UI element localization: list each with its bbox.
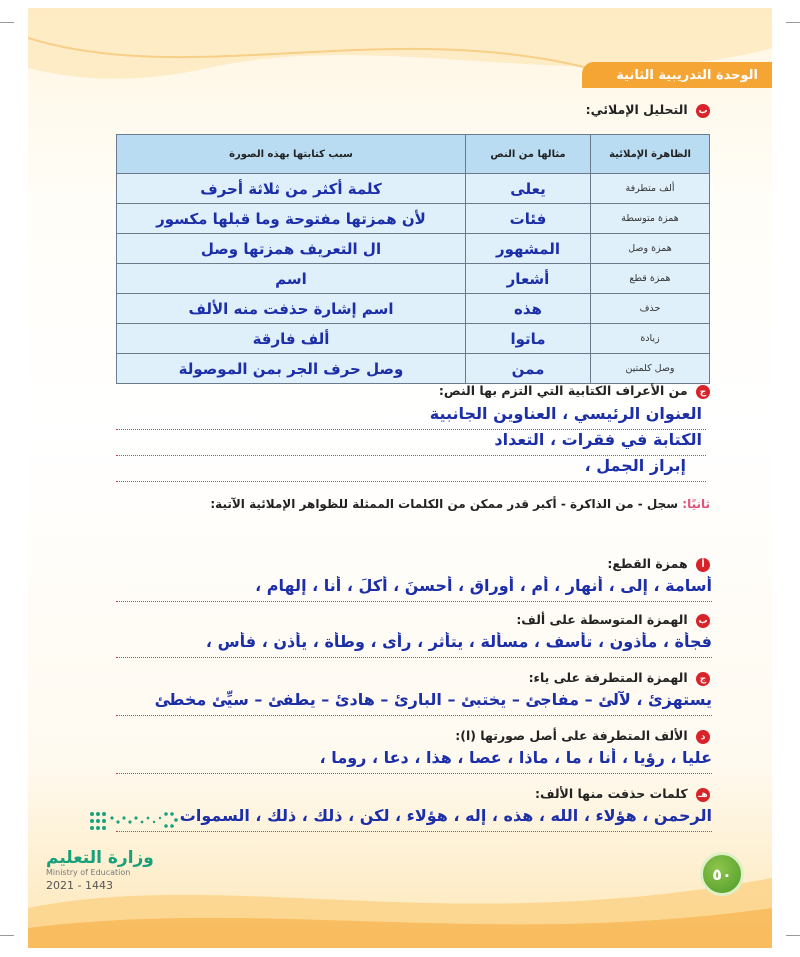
answer-line: عليا ، رؤيا ، أنا ، ما ، ماذا ، عصا ، هذا ، دعا ، روما ، xyxy=(116,748,712,774)
reason-cell: كلمة أكثر من ثلاثة أحرف xyxy=(117,174,466,204)
section-c-title: من الأعراف الكتابية التي التزم بها النص: xyxy=(438,383,688,398)
item-marker: أ xyxy=(696,558,710,572)
section-c-heading xyxy=(439,383,710,399)
table-row xyxy=(117,234,710,264)
item-title: الهمزة المتطرفة على ياء: xyxy=(528,670,688,685)
reason-cell: اسم إشارة حذفت منه الألف xyxy=(117,294,466,324)
unit-banner: الوحدة التدريبية الثانية xyxy=(582,62,772,88)
answer-line: فجأة ، مأذون ، تأسف ، مسألة ، يتأثر ، رأى ، وطأة ، يأذن ، فأس ، xyxy=(116,632,712,658)
table-header: الظاهرة الإملائية xyxy=(591,135,710,174)
example-cell: يعلى xyxy=(466,174,591,204)
section-a-heading xyxy=(586,102,710,118)
item-heading xyxy=(535,786,710,802)
answer-line: يستهزئ ، لآلئ – مفاجئ – يختبئ – البارئ – هادئ – يطفئ – سيِّئ مخطئ xyxy=(116,690,712,716)
item-heading xyxy=(516,612,710,628)
phenomenon-cell: همزة متوسطة xyxy=(591,204,710,234)
section-two-text: سجل - من الذاكرة - أكبر قدر ممكن من الكلمات الممثلة للظواهر الإملائية الآتية: xyxy=(210,497,679,511)
section-marker: ب xyxy=(696,104,710,118)
table-row xyxy=(117,264,710,294)
section-a-title: التحليل الإملائي: xyxy=(585,102,688,117)
item-title: كلمات حذفت منها الألف: xyxy=(534,786,688,801)
example-cell: هذه xyxy=(466,294,591,324)
ministry-name-en: Ministry of Education xyxy=(46,868,131,877)
item-title: الألف المتطرفة على أصل صورتها (ا): xyxy=(455,728,688,743)
section-two-lead: ثانيًا: xyxy=(682,497,710,511)
edition-year: 2021 - 1443 xyxy=(46,879,113,892)
ministry-logo-icon xyxy=(88,808,180,834)
table-row xyxy=(117,324,710,354)
section-marker: ج xyxy=(696,385,710,399)
example-cell: أشعار xyxy=(466,264,591,294)
table-row xyxy=(117,204,710,234)
item-marker: ج xyxy=(696,672,710,686)
table-row xyxy=(117,294,710,324)
table-row xyxy=(117,174,710,204)
phenomenon-cell: همزة وصل xyxy=(591,234,710,264)
table-header-row xyxy=(117,135,710,174)
table-header: مثالها من النص xyxy=(466,135,591,174)
ministry-name-ar: وزارة التعليم xyxy=(46,848,154,868)
answer-line: الرحمن ، هؤلاء ، الله ، هذه ، إله ، هؤلاء ، لكن ، ذلك ، ذلك ، السموات xyxy=(116,806,712,832)
item-title: همزة القطع: xyxy=(607,556,688,571)
section-two-instruction xyxy=(210,497,710,511)
table-row xyxy=(117,354,710,384)
table-header: سبب كتابتها بهذه الصورة xyxy=(117,135,466,174)
phenomenon-cell: حذف xyxy=(591,294,710,324)
example-cell: ممن xyxy=(466,354,591,384)
item-marker: ب xyxy=(696,614,710,628)
reason-cell: اسم xyxy=(117,264,466,294)
item-title: الهمزة المتوسطة على ألف: xyxy=(516,612,688,627)
reason-cell: وصل حرف الجر بمن الموصولة xyxy=(117,354,466,384)
answer-line: أسامة ، إلى ، أنهار ، أم ، أوراق ، أحسنَ ، أكلَ ، أنا ، إلهام ، xyxy=(116,576,712,602)
answer-line: العنوان الرئيسي ، العناوين الجانبية xyxy=(116,404,706,430)
item-heading xyxy=(607,556,710,572)
example-cell: المشهور xyxy=(466,234,591,264)
phenomenon-cell: وصل كلمتين xyxy=(591,354,710,384)
page-number: ٥٠ xyxy=(700,852,744,896)
item-heading xyxy=(529,670,710,686)
phenomenon-cell: زيادة xyxy=(591,324,710,354)
example-cell: ماتوا xyxy=(466,324,591,354)
example-cell: فئات xyxy=(466,204,591,234)
answer-line: إبراز الجمل ، xyxy=(116,456,706,482)
item-heading xyxy=(455,728,710,744)
ministry-branding xyxy=(46,848,154,892)
item-marker: د xyxy=(696,730,710,744)
reason-cell: ال التعريف همزتها وصل xyxy=(117,234,466,264)
reason-cell: لأن همزتها مفتوحة وما قبلها مكسور xyxy=(117,204,466,234)
item-marker: هـ xyxy=(696,788,710,802)
reason-cell: ألف فارقة xyxy=(117,324,466,354)
spelling-analysis-table xyxy=(116,134,710,384)
answer-line: الكتابة في فقرات ، التعداد xyxy=(116,430,706,456)
phenomenon-cell: ألف متطرفة xyxy=(591,174,710,204)
phenomenon-cell: همزة قطع xyxy=(591,264,710,294)
